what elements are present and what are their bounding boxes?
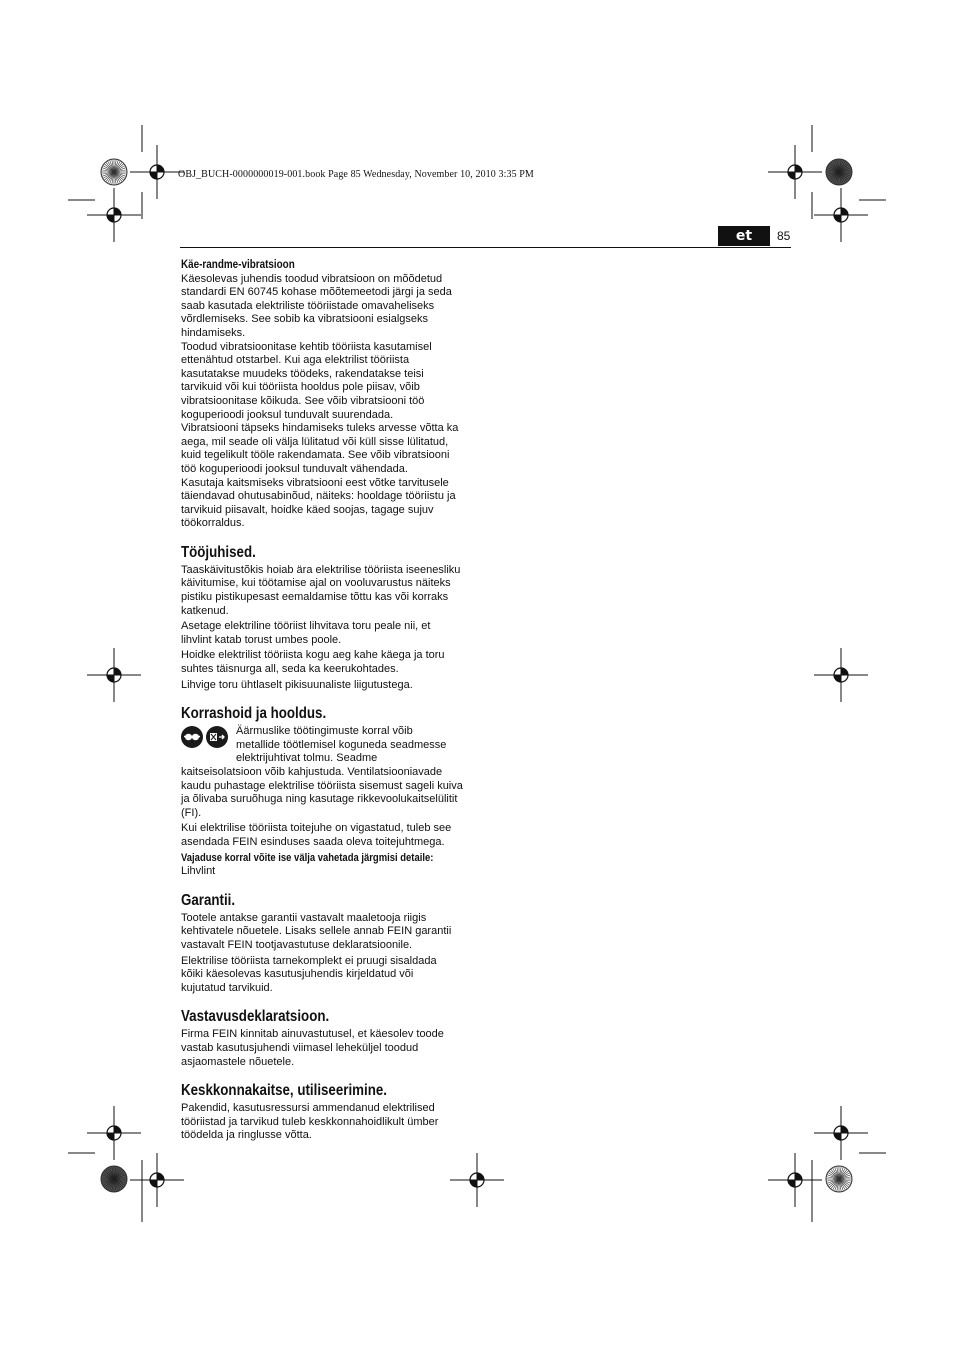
text-line: ettenähtud otstarbel. Kui aga elektrilist tööriista bbox=[181, 354, 410, 367]
text-line: Äärmuslike töötingimuste korral võib bbox=[236, 725, 413, 738]
text-line: töökorraldus. bbox=[181, 517, 245, 530]
text-line: (FI). bbox=[181, 806, 202, 819]
text-line: koguperioodi jooksul tunduvalt suurendada. bbox=[181, 408, 394, 421]
text-line: tarvikuid piisavalt, hoidke käed soojas, tagage sujuv bbox=[181, 503, 434, 516]
text-line: Lihvige toru ühtlaselt pikisuunaliste liigutustega. bbox=[181, 678, 413, 691]
header-rule bbox=[180, 247, 791, 248]
environment-heading: Keskkonnakaitse, utiliseerimine. bbox=[181, 1082, 387, 1100]
text-line: töödelda ja ringlusse võtta. bbox=[181, 1129, 312, 1142]
text-line: vibratsioonitase kõikuda. See võib vibratsiooni töö bbox=[181, 394, 425, 407]
text-line: metallide töötlemisel koguneda seadmesse bbox=[236, 738, 447, 751]
text-line: lihvlint katab torust umbes poole. bbox=[181, 633, 342, 646]
text-line: hindamiseks. bbox=[181, 326, 246, 339]
maintenance-text bbox=[181, 766, 481, 879]
text-line: kujutatud tarvikuid. bbox=[181, 981, 273, 994]
color-patch-icon bbox=[826, 159, 852, 185]
text-line: Käesolevas juhendis toodud vibratsioon on mõõdetud bbox=[181, 272, 443, 285]
language-badge: et bbox=[718, 226, 770, 246]
text-line: kuid tegelikult tööle rakendamata. See võib vibratsiooni bbox=[181, 449, 450, 462]
text-line: töö koguperioodi jooksul tunduvalt vähendada. bbox=[181, 462, 408, 475]
vibration-heading: Käe-randme-vibratsioon bbox=[181, 259, 295, 271]
maintenance-icons bbox=[181, 726, 228, 748]
text-line: Asetage elektriline tööriist lihvitava toru peale nii, et bbox=[181, 620, 431, 633]
replaceable-part-item: Lihvlint bbox=[181, 865, 216, 878]
star-target-icon bbox=[826, 1166, 852, 1192]
conformity-heading: Vastavusdeklaratsioon. bbox=[181, 1008, 330, 1026]
vibration-text bbox=[181, 273, 481, 531]
text-line: elektrijuhtivat tolmu. Seadme bbox=[236, 752, 378, 765]
maintenance-heading: Korrashoid ja hooldus. bbox=[181, 705, 327, 723]
text-line: kõiki käesolevas kasutusjuhendis kirjeldatud või bbox=[181, 968, 414, 981]
text-column bbox=[181, 256, 481, 1143]
work-instructions-text bbox=[181, 564, 481, 692]
text-line: vastab kasutusjuhendi viimasel leheküljel toodud bbox=[181, 1041, 419, 1054]
text-line: võrdlemiseks. See sobib ka vibratsiooni esialgseks bbox=[181, 313, 429, 326]
maintenance-warning bbox=[181, 725, 481, 766]
text-line: Taaskäivitustõkis hoiab ära elektrilise tööriista iseenesliku bbox=[181, 563, 461, 576]
dust-mask-icon bbox=[206, 726, 228, 748]
text-line: kaudu puhastage elektrilise tööriista sisemust sageli kuiva bbox=[181, 779, 463, 792]
replaceable-parts-note: Vajaduse korral võite ise välja vahetada järgmisi detaile: bbox=[181, 851, 434, 864]
warranty-heading: Garantii. bbox=[181, 891, 236, 909]
text-line: Hoidke elektrilist tööriista kogu aeg kahe käega ja toru bbox=[181, 649, 445, 662]
text-line: saab kasutada elektriliste tööriistade omavaheliseks bbox=[181, 299, 435, 312]
text-line: kehtivatele nõuetele. Lisaks sellele annab FEIN garantii bbox=[181, 925, 452, 938]
text-line: Kasutaja kaitsmiseks vibratsiooni eest võtke tarvitusele bbox=[181, 476, 449, 489]
text-line: Firma FEIN kinnitab ainuvastutusel, et käesolev toode bbox=[181, 1028, 444, 1041]
text-line: Toodud vibratsioonitase kehtib tööriista kasutamisel bbox=[181, 340, 432, 353]
text-line: katkenud. bbox=[181, 604, 229, 617]
safety-goggles-icon bbox=[181, 726, 203, 748]
text-line: Tootele antakse garantii vastavalt maaletooja riigis bbox=[181, 911, 427, 924]
text-line: suhtes täisnurga all, seda ka keerukohtades. bbox=[181, 663, 399, 676]
print-header-line: OBJ_BUCH-0000000019-001.book Page 85 Wednesday, November 10, 2010 3:35 PM bbox=[178, 169, 534, 180]
text-line: Pakendid, kasutusressursi ammendanud elektrilised bbox=[181, 1102, 435, 1115]
text-line: Elektrilise tööriista tarnekomplekt ei pruugi sisaldada bbox=[181, 954, 437, 967]
text-line: Kui elektrilise tööriista toitejuhe on vigastatud, tuleb see bbox=[181, 822, 452, 835]
text-line: tarvikuid või kui tööriista hooldus pole piisav, võib bbox=[181, 381, 420, 394]
star-target-icon bbox=[101, 159, 127, 185]
work-instructions-heading: Tööjuhised. bbox=[181, 543, 256, 561]
environment-text bbox=[181, 1102, 481, 1143]
text-line: kasutatakse muudeks töödeks, rakendatakse teisi bbox=[181, 367, 424, 380]
color-patch-icon bbox=[101, 1166, 127, 1192]
warranty-text bbox=[181, 912, 481, 996]
text-line: kaitseisolatsioon võib kahjustuda. Ventilatsiooniavade bbox=[181, 766, 443, 778]
text-line: täiendavad ohutusabinõud, näiteks: hooldage tööriistu ja bbox=[181, 490, 456, 503]
page-number: 85 bbox=[777, 229, 791, 243]
text-line: ja õlivaba suruõhuga ning kasutage rikkevoolukaitselülitit bbox=[181, 793, 458, 806]
text-line: asendada FEIN esinduses saada oleva toitejuhtmega. bbox=[181, 835, 445, 848]
text-line: pistiku pistikupesast eemaldamise tõttu kas või korraks bbox=[181, 591, 449, 604]
text-line: asjaomastele nõuetele. bbox=[181, 1055, 295, 1068]
text-line: käivitumise, kui töötamise ajal on vooluvarustus näiteks bbox=[181, 577, 451, 590]
text-line: Vibratsiooni täpseks hindamiseks tuleks arvesse võtta ka bbox=[181, 422, 459, 435]
text-line: tööriistad ja tarvikud tuleb keskkonnahoidlikult ümber bbox=[181, 1115, 439, 1128]
text-line: vastavalt FEIN tootjavastutuse deklaratsioonile. bbox=[181, 938, 413, 951]
text-line: aega, mil seade oli välja lülitatud või küll sisse lülitatud, bbox=[181, 435, 449, 448]
conformity-text bbox=[181, 1028, 481, 1069]
text-line: standardi EN 60745 kohase mõõtemeetodi järgi ja seda bbox=[181, 286, 452, 299]
